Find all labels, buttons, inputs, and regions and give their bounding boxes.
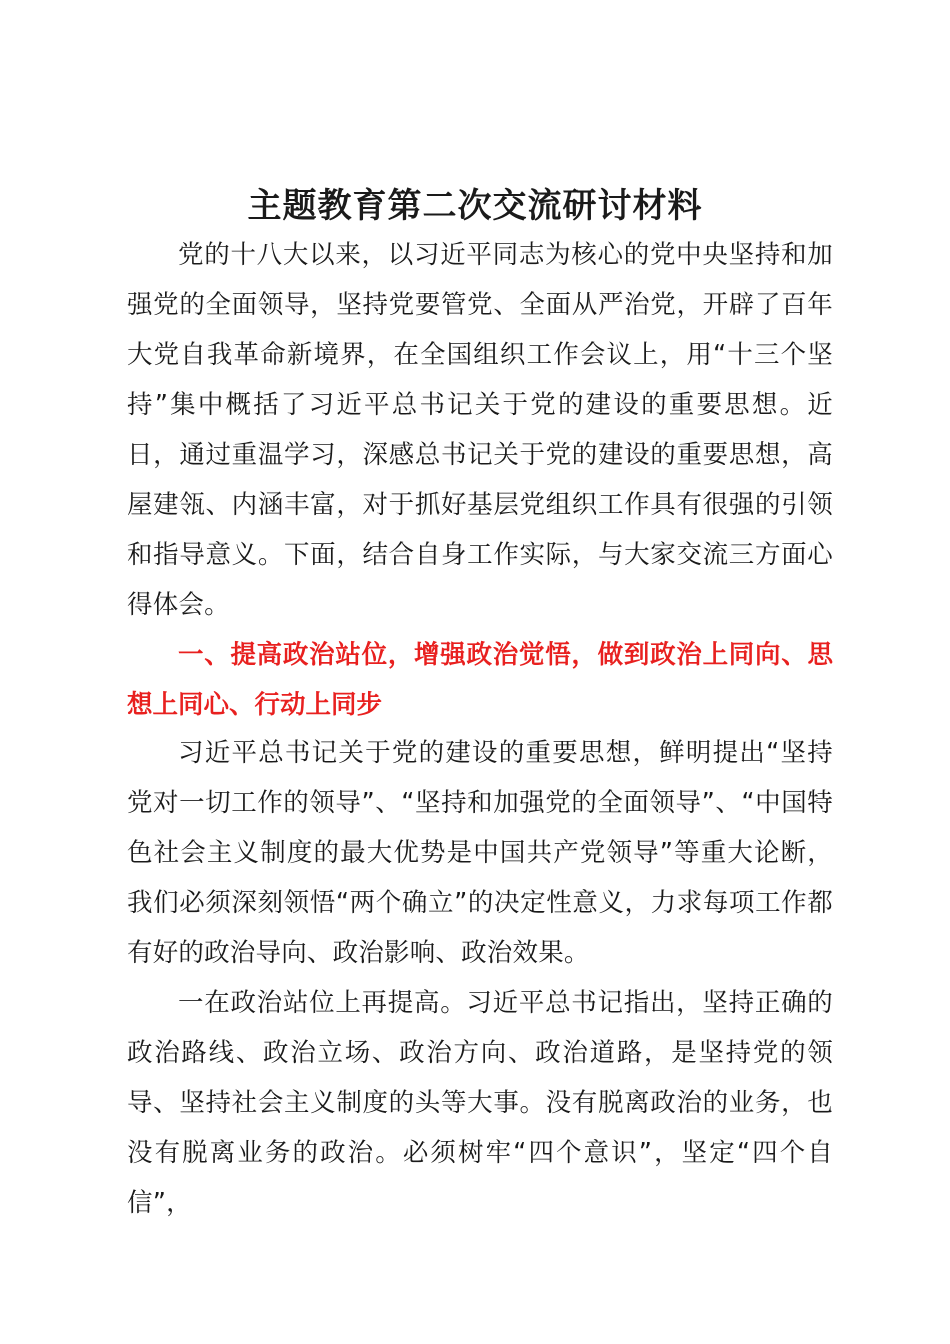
section-heading-1: 一、提高政治站位，增强政治觉悟，做到政治上同向、思想上同心、行动上同步 [127, 640, 833, 720]
intro-paragraph: 党的十八大以来，以习近平同志为核心的党中央坚持和加强党的全面领导，坚持党要管党、全面从严治党，开辟了百年大党自我革命新境界，在全国组织工作会议上，用“十三个坚持”集中概括了习近平总书记关于党的建设的重要思想。近日，通过重温学习，深感总书记关于党的建设的重要思想，高屋建瓴、内涵丰富，对于抓好基层党组织工作具有很强的引领和指导意义。下面，结合自身工作实际，与大家交流三方面心得体会。 [127, 240, 833, 620]
body-paragraph-2: 一在政治站位上再提高。习近平总书记指出，坚持正确的政治路线、政治立场、政治方向、政治道路，是坚持党的领导、坚持社会主义制度的头等大事。没有脱离政治的业务，也没有脱离业务的政治。必须树牢“四个意识”，坚定“四个自信”， [127, 988, 833, 1218]
document-title: 主题教育第二次交流研讨材料 [247, 186, 703, 226]
body-paragraph-1: 习近平总书记关于党的建设的重要思想，鲜明提出“坚持党对一切工作的领导”、“坚持和加强党的全面领导”、“中国特色社会主义制度的最大优势是中国共产党领导”等重大论断，我们必须深刻领悟“两个确立”的决定性意义，力求每项工作都有好的政治导向、政治影响、政治效果。 [127, 738, 833, 968]
